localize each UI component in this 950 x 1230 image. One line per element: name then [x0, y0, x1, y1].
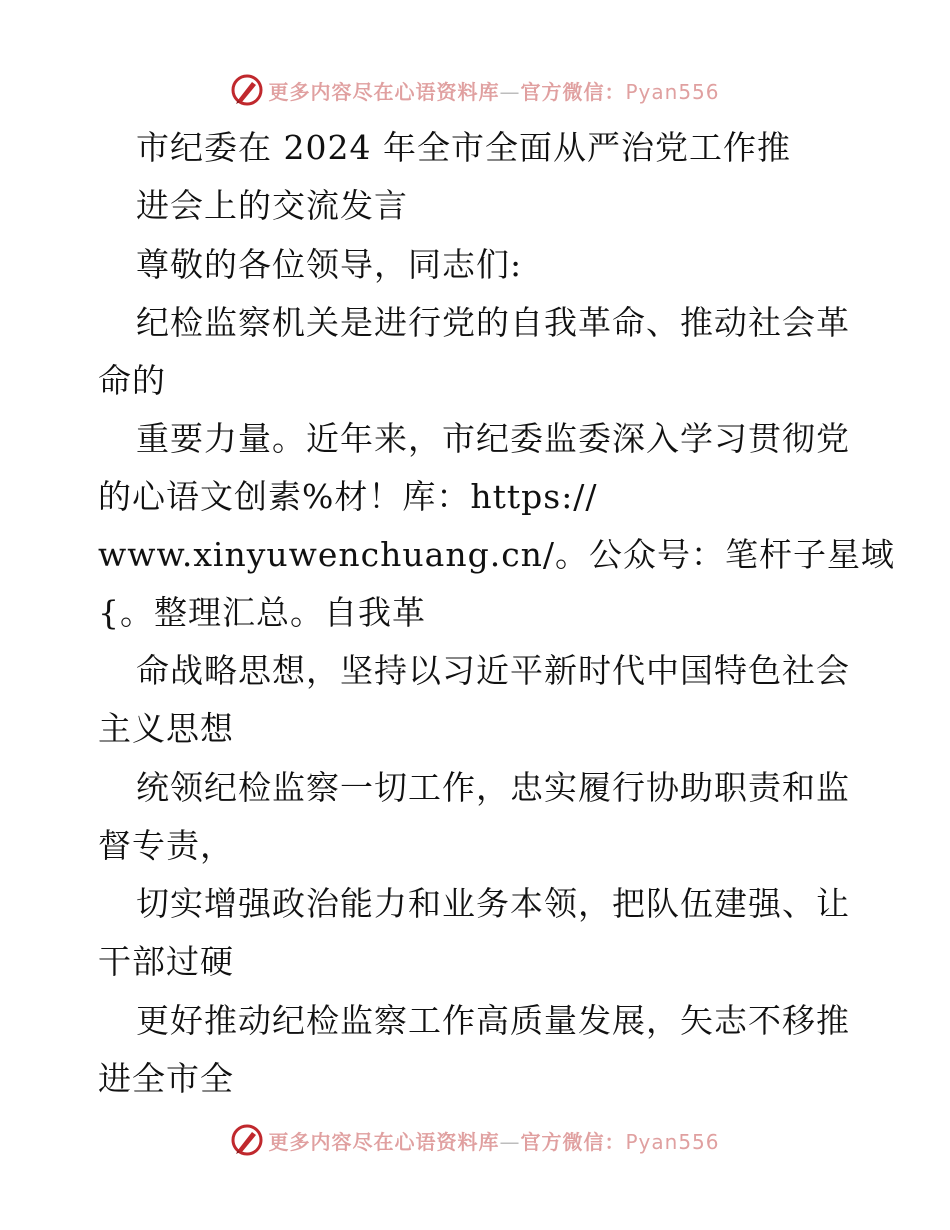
- pen-logo-icon: [230, 73, 264, 107]
- wechat-id: Pyan556: [625, 79, 720, 104]
- banner-text: 更多内容尽在心语资料库: [268, 1129, 500, 1154]
- doc-line: 进全市全: [98, 1059, 234, 1098]
- banner-text: 更多内容尽在心语资料库: [268, 79, 500, 104]
- doc-line: 纪检监察机关是进行党的自我革命、推动社会革: [136, 303, 850, 342]
- doc-title-line-1: 市纪委在 2024 年全市全面从严治党工作推: [136, 128, 791, 167]
- wechat-id: Pyan556: [625, 1129, 720, 1154]
- doc-line: 统领纪检监察一切工作，忠实履行协助职责和监: [136, 768, 850, 807]
- header-banner: [0, 70, 950, 110]
- doc-line: www.xinyuwenchuang.cn/。公众号：笔杆子星域: [98, 535, 896, 574]
- doc-line: 干部过硬: [98, 942, 234, 981]
- doc-line: 更好推动纪检监察工作高质量发展，矢志不移推: [136, 1001, 850, 1040]
- wechat-label: 官方微信：: [520, 79, 626, 104]
- banner-separator: —: [499, 1129, 521, 1154]
- doc-line: 主义思想: [98, 709, 234, 748]
- doc-line: {。整理汇总。自我革: [98, 593, 426, 632]
- doc-line: 命战略思想，坚持以习近平新时代中国特色社会: [136, 651, 850, 690]
- doc-line: 命的: [98, 361, 166, 400]
- footer-banner: [0, 1120, 950, 1160]
- doc-line: 督专责，: [98, 826, 234, 865]
- doc-line: 重要力量。近年来，市纪委监委深入学习贯彻党: [136, 419, 850, 458]
- wechat-label: 官方微信：: [520, 1129, 626, 1154]
- doc-line: 切实增强政治能力和业务本领，把队伍建强、让: [136, 884, 850, 923]
- doc-line: 的心语文创素%材！库：https://: [98, 477, 598, 516]
- pen-logo-icon: [230, 1123, 264, 1157]
- banner-separator: —: [499, 79, 521, 104]
- doc-title-line-2: 进会上的交流发言: [136, 186, 408, 225]
- doc-salutation: 尊敬的各位领导，同志们:: [136, 245, 523, 284]
